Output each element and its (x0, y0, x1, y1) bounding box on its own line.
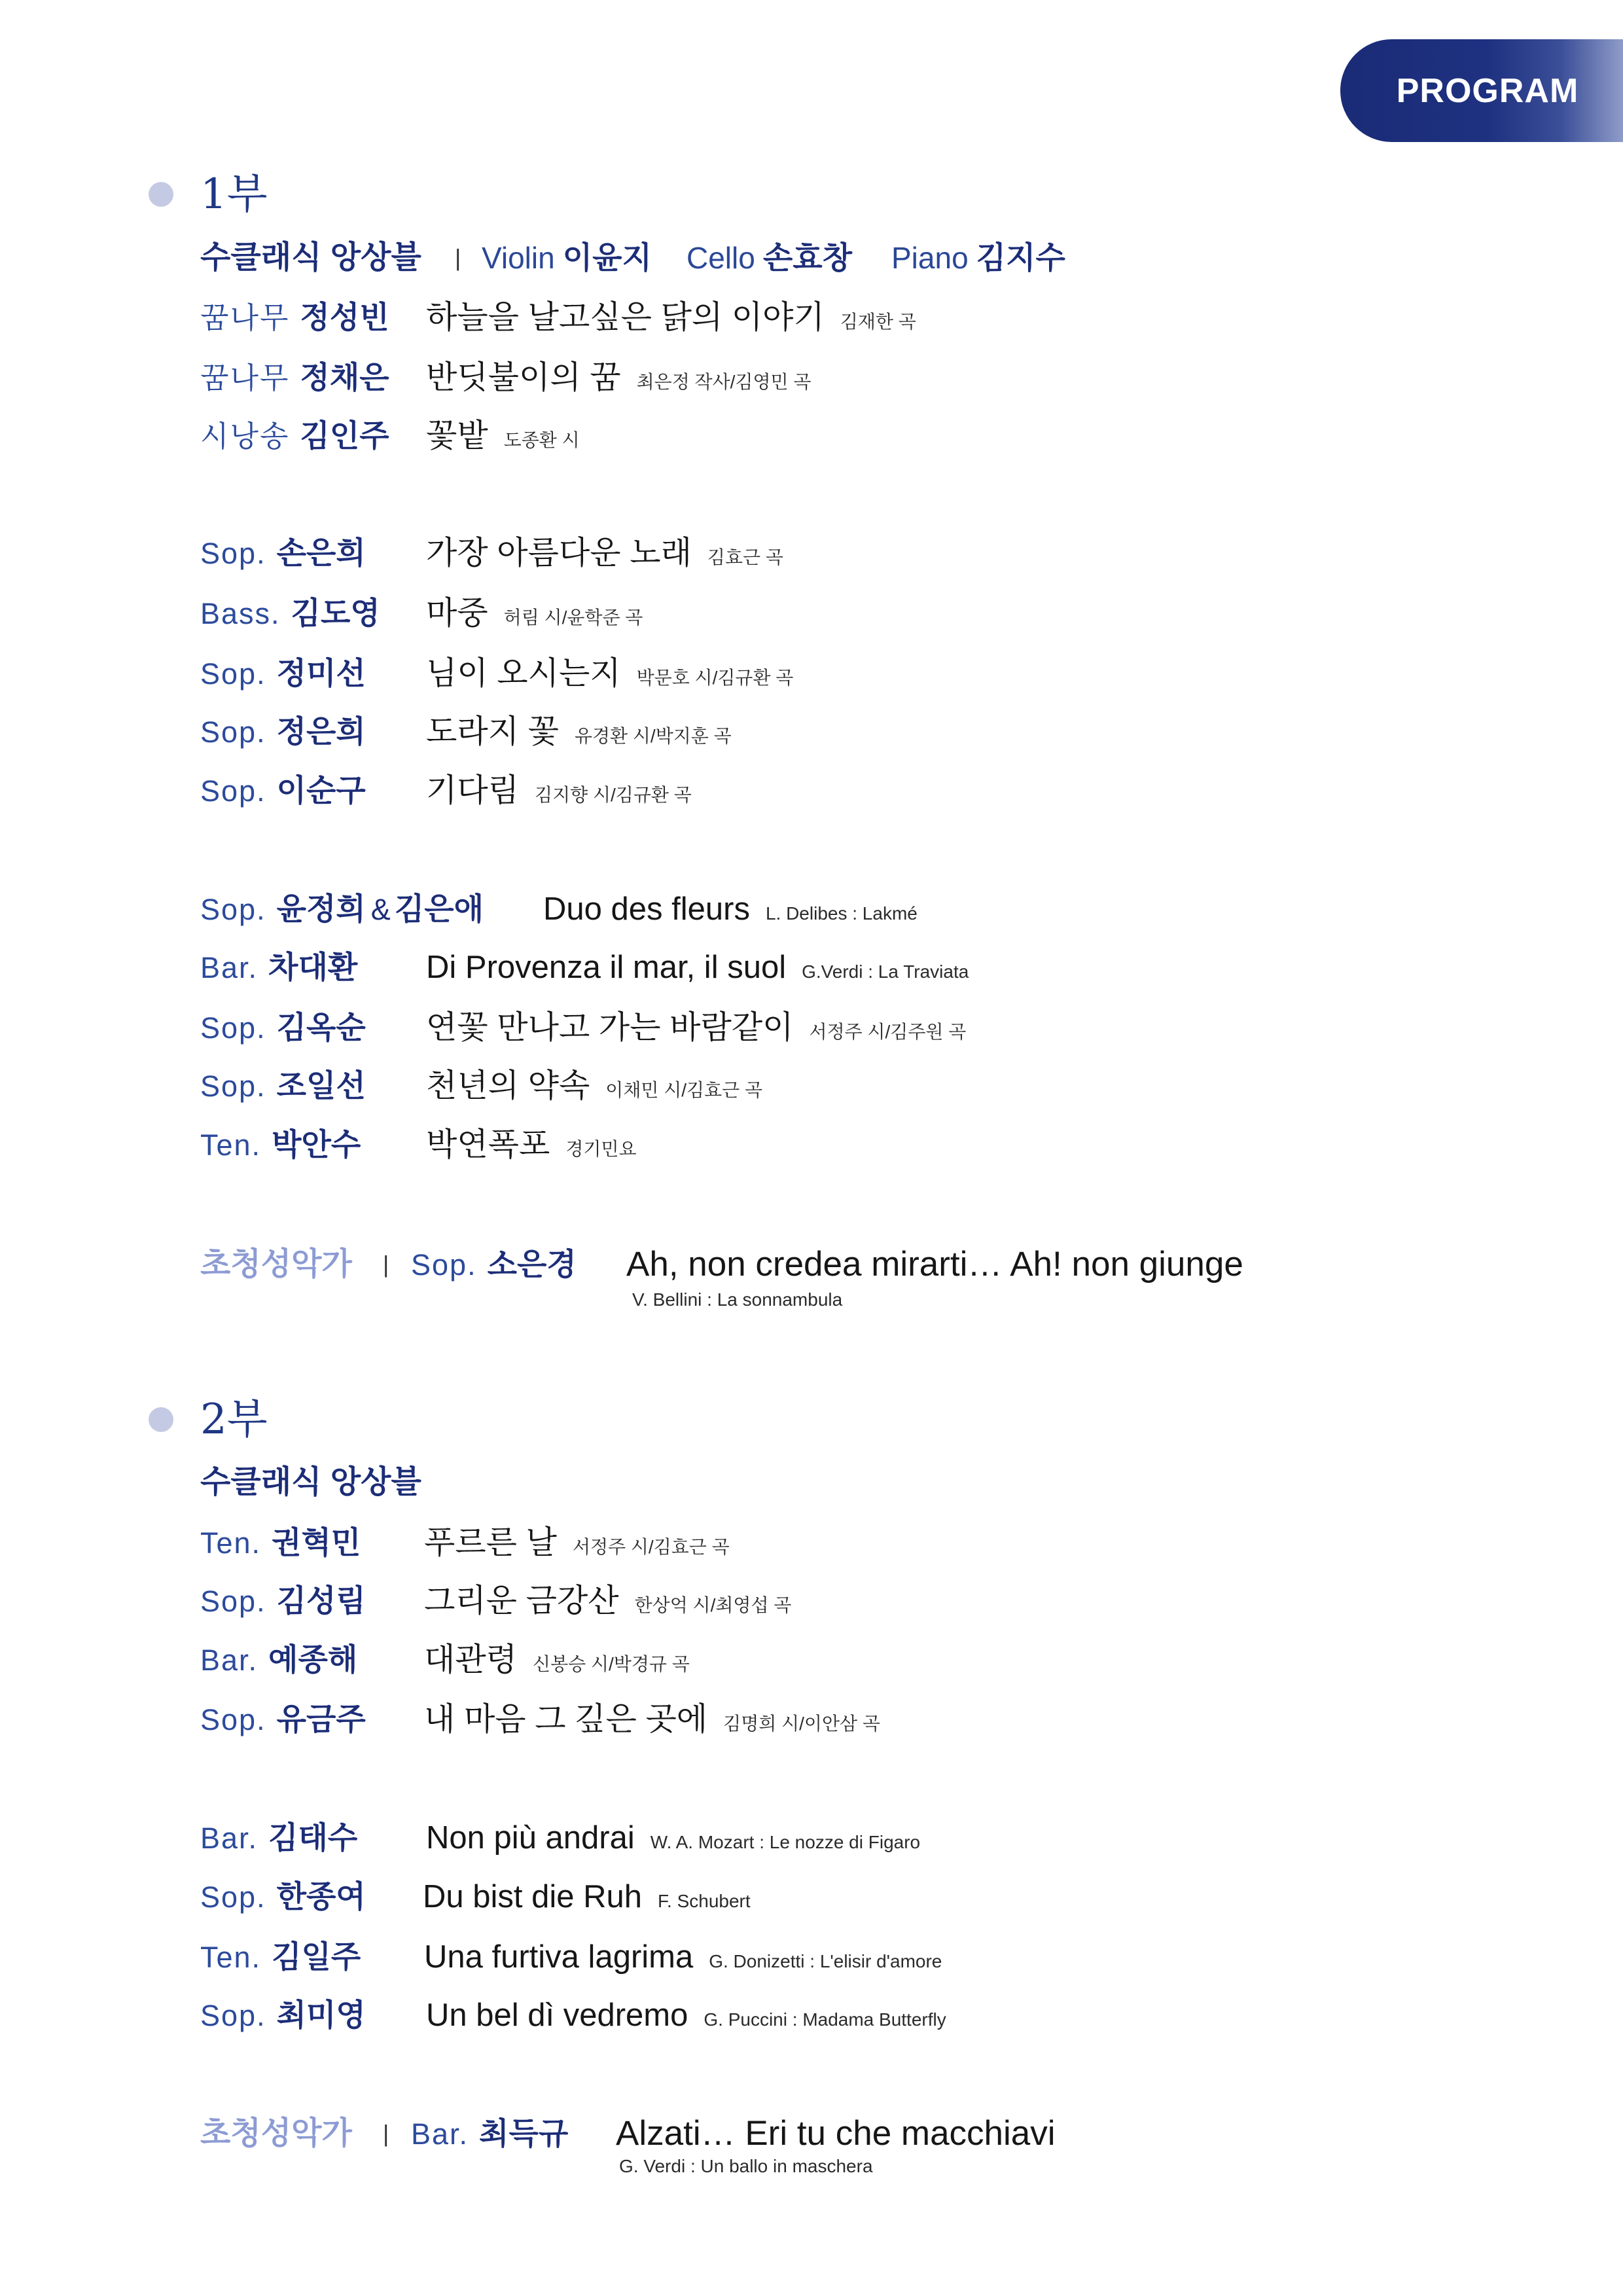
performer (200, 288, 389, 355)
guest-label (200, 1235, 352, 1301)
performer (200, 1808, 357, 1875)
program-item (0, 998, 1623, 1057)
performer-name: 예종해 (268, 1642, 358, 1677)
piece-credit: 신봉승 시/박경규 곡 (533, 1654, 690, 1674)
piece-credit: 서정주 시/김효근 곡 (572, 1537, 730, 1557)
piece (424, 1630, 690, 1697)
program-item (0, 524, 1623, 583)
piece-title: 내 마음 그 깊은 곳에 (424, 1702, 708, 1737)
performer (200, 1928, 361, 1994)
piece-credit: L. Delibes : Lakmé (765, 903, 918, 924)
piece-credit: F. Schubert (658, 1891, 751, 1911)
piece (426, 998, 966, 1065)
program-item (0, 406, 1623, 465)
performer-name: 최미영 (276, 1998, 366, 2032)
piece-title: Una furtiva lagrima (424, 1939, 694, 1975)
piece-credit: 김효근 곡 (707, 547, 783, 567)
performer-role: 꿈나무 (200, 361, 290, 395)
piece (426, 702, 732, 769)
piece-credit: 유경환 시/박지훈 곡 (574, 726, 732, 746)
performer-role: Sop. (200, 1703, 266, 1736)
performer-role: Ten. (200, 1128, 262, 1162)
piece-title: Di Provenza il mar, il suol (426, 950, 787, 985)
piece-title: 님이 오시는지 (426, 656, 621, 691)
ensemble-name (200, 228, 421, 295)
piece (424, 1690, 880, 1757)
performer (411, 2104, 568, 2171)
piece-title: Du bist die Ruh (423, 1879, 643, 1914)
part1-title: 1부 (200, 170, 268, 219)
piece-credit: G. Donizetti : L'elisir d'amore (709, 1951, 942, 1971)
performer-name: 정미선 (276, 656, 366, 691)
performer (411, 1235, 577, 1302)
piece (424, 1571, 791, 1638)
piece-title: 하늘을 날고싶은 닭의 이야기 (426, 300, 825, 335)
ampersand: & (370, 893, 391, 926)
performer-name: 박안수 (272, 1127, 361, 1162)
part1-ensemble-row (0, 228, 1623, 287)
performer-role: Sop. (200, 1880, 266, 1914)
separator: | (383, 1251, 389, 1278)
piece-title: 꽃밭 (426, 418, 488, 454)
part1-bullet-icon (149, 182, 173, 207)
separator: | (455, 244, 461, 271)
program-tab (1340, 39, 1623, 142)
performer (200, 348, 389, 415)
performer-role: Ten. (200, 1526, 262, 1560)
part2-title: 2부 (200, 1395, 268, 1444)
performer-name: 김성림 (276, 1583, 366, 1618)
program-item (0, 1928, 1623, 1986)
piece (424, 1513, 730, 1580)
piece-credit: 박문호 시/김규환 곡 (636, 668, 794, 688)
ensemble-name-text: 수클래식 앙상블 (200, 1465, 421, 1499)
program-item (0, 938, 1623, 997)
part2-ensemble-row (0, 1453, 1623, 1512)
piece-title: 천년의 약속 (426, 1068, 590, 1103)
program-item (0, 584, 1623, 643)
program-item (0, 644, 1623, 703)
performer-name: 손은희 (276, 535, 366, 570)
performer-role: Sop. (200, 893, 266, 926)
performer-role: Bass. (200, 597, 281, 630)
separator: | (383, 2120, 389, 2147)
piece (424, 1928, 942, 1994)
piece (426, 761, 692, 828)
piece (426, 1808, 920, 1875)
piece (423, 1867, 751, 1934)
ensemble-member-cello (687, 228, 852, 295)
piece-credit: 이채민 시/김효근 곡 (605, 1080, 763, 1100)
piece (543, 880, 918, 946)
performer-name: 김도영 (291, 596, 380, 630)
performer-name-2: 김은애 (394, 891, 484, 926)
piece-title: Non più andrai (426, 1820, 635, 1856)
piece-credit: V. Bellini : La sonnambula (632, 1289, 843, 1310)
performer (200, 702, 366, 769)
performer (200, 1630, 357, 1697)
performer-name: 정은희 (276, 714, 366, 749)
performer-role: Bar. (200, 951, 259, 984)
performer-role: Sop. (200, 715, 266, 749)
guest-label-text: 초청성악가 (200, 1247, 352, 1282)
performer-role: Bar. (200, 1821, 259, 1855)
performer-role: Sop. (200, 1011, 266, 1045)
performer-name: 김옥순 (276, 1010, 366, 1045)
piece (426, 406, 580, 473)
performer-role: Sop. (200, 537, 266, 570)
piece-title: Un bel dì vedremo (426, 1998, 688, 2033)
piece-credit: 도종환 시 (503, 430, 580, 450)
performer-name: 이순구 (276, 773, 366, 808)
performer (200, 938, 357, 1005)
program-item (0, 1986, 1623, 2045)
performer-role: Sop. (200, 1069, 266, 1103)
program-item (0, 1571, 1623, 1630)
piece (426, 584, 643, 651)
performer (200, 584, 380, 651)
performer-name: 소은경 (487, 1247, 577, 1282)
piece-title: 가장 아름다운 노래 (426, 535, 692, 571)
program-item (0, 1630, 1623, 1689)
program-item (0, 1513, 1623, 1572)
performer-role: Bar. (200, 1643, 259, 1677)
piece-title: 대관령 (424, 1642, 518, 1677)
performer (200, 998, 366, 1065)
performer (200, 524, 366, 590)
ensemble-member-violin (482, 228, 652, 295)
piece-credit: 김명희 시/이안삼 곡 (723, 1713, 880, 1734)
piece-title: 반딧불이의 꿈 (426, 360, 621, 395)
performer-role: Sop. (200, 774, 266, 808)
performer-name: 정채은 (300, 360, 389, 395)
performer (200, 1056, 366, 1123)
piece (426, 938, 969, 1005)
performer-role: Sop. (200, 1585, 266, 1618)
program-tab-label: PROGRAM (1396, 71, 1579, 110)
performer-role: 시낭송 (200, 420, 290, 453)
performer-role: Sop. (200, 657, 266, 691)
piece-credit: 최은정 작사/김영민 곡 (636, 372, 812, 392)
piece-credit: G.Verdi : La Traviata (802, 961, 969, 982)
performer-name: 김인주 (300, 418, 389, 453)
performer-name: 한종여 (276, 1879, 366, 1914)
ensemble-name (200, 1453, 421, 1519)
performer-name: 윤정희 (276, 891, 366, 926)
piece-credit: 경기민요 (565, 1139, 637, 1159)
performer-role: 꿈나무 (200, 301, 290, 334)
piece-title: 도라지 꽃 (426, 714, 559, 749)
performer-role: Bar. (411, 2117, 469, 2151)
performer-role: Ten. (200, 1941, 262, 1974)
performer-name: 최득규 (479, 2116, 569, 2151)
performer (200, 761, 366, 828)
program-item (0, 1056, 1623, 1115)
performer-name: 김지수 (976, 240, 1065, 275)
piece-title: 연꽃 만나고 가는 바람같이 (426, 1010, 794, 1045)
instrument-label: Piano (891, 241, 969, 275)
piece-title: 푸르른 날 (424, 1525, 557, 1560)
piece-title: Duo des fleurs (543, 891, 750, 927)
program-item (0, 702, 1623, 761)
performer-name: 유금주 (276, 1702, 366, 1736)
part2-bullet-icon (149, 1407, 173, 1432)
performer-role: Sop. (200, 1999, 266, 2032)
performer (200, 880, 484, 946)
piece-credit: 김재한 곡 (840, 312, 916, 332)
performer-name: 조일선 (276, 1068, 366, 1103)
program-item (0, 288, 1623, 347)
performer (200, 1513, 361, 1580)
piece (426, 348, 811, 415)
piece-credit: 허림 시/윤학준 곡 (503, 607, 643, 628)
piece-title: Alzati… Eri tu che macchiavi (616, 2114, 1056, 2153)
performer (200, 1986, 366, 2053)
performer-name: 손효창 (762, 240, 853, 275)
piece (426, 1115, 637, 1182)
performer-name: 김태수 (268, 1820, 358, 1855)
piece-credit: 한상억 시/최영섭 곡 (634, 1595, 792, 1615)
performer (200, 644, 366, 711)
performer-role: Sop. (411, 1248, 477, 1282)
piece (426, 1986, 946, 2053)
piece (426, 1056, 762, 1123)
performer-name: 김일주 (272, 1939, 361, 1974)
program-item (0, 1808, 1623, 1867)
piece (426, 524, 783, 590)
performer-name: 정성빈 (300, 300, 389, 334)
guest-label (200, 2104, 352, 2170)
instrument-label: Cello (687, 241, 755, 275)
piece-title: 기다림 (426, 773, 520, 808)
performer (200, 1867, 366, 1934)
ensemble-member-piano (891, 228, 1065, 295)
performer (200, 1690, 366, 1757)
performer-name: 차대환 (268, 950, 358, 984)
program-item (0, 1867, 1623, 1926)
performer (200, 1115, 361, 1182)
piece-credit: G. Verdi : Un ballo in maschera (619, 2156, 873, 2176)
instrument-label: Violin (482, 241, 555, 275)
piece-title: 마중 (426, 596, 488, 631)
piece-title: 박연폭포 (426, 1127, 550, 1162)
performer-name: 권혁민 (272, 1525, 361, 1560)
program-item (0, 348, 1623, 407)
program-item (0, 880, 1623, 939)
piece-credit: 서정주 시/김주원 곡 (809, 1022, 967, 1042)
piece-credit: W. A. Mozart : Le nozze di Figaro (650, 1832, 921, 1852)
performer (200, 1571, 366, 1638)
piece (426, 644, 793, 711)
piece-credit: 김지향 시/김규환 곡 (535, 785, 692, 805)
piece-title: Ah, non credea mirarti… Ah! non giunge (626, 1245, 1243, 1283)
program-item (0, 1115, 1623, 1174)
program-item (0, 761, 1623, 820)
ensemble-name-text: 수클래식 앙상블 (200, 240, 421, 275)
piece-title: 그리운 금강산 (424, 1583, 619, 1619)
piece-credit: G. Puccini : Madama Butterfly (704, 2009, 946, 2030)
performer (200, 406, 389, 473)
guest-label-text: 초청성악가 (200, 2116, 352, 2151)
performer-name: 이윤지 (562, 240, 652, 275)
program-item (0, 1690, 1623, 1749)
piece (426, 288, 916, 355)
